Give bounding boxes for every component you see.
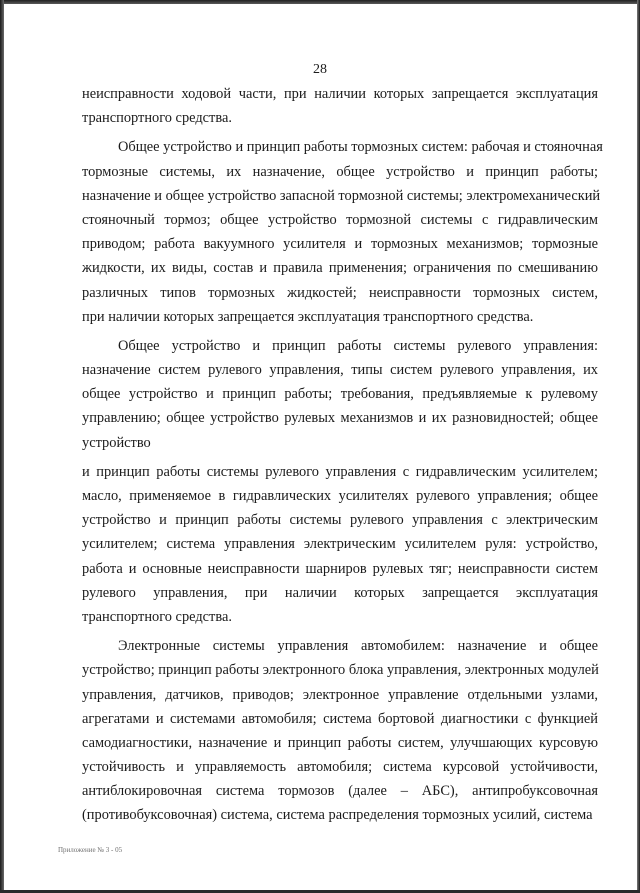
text-line: Электронные системы управления автомобилем: назначение и общее <box>118 638 598 655</box>
text-line: и принцип работы системы рулевого управления с гидравлическим усилителем; <box>82 463 598 480</box>
text-line: устойчивость и управляемость автомобиля; система курсовой устойчивости, <box>82 759 598 776</box>
paragraph <box>82 634 598 828</box>
text-line: устройство; принцип работы электронного блока управления, электронных модулей <box>82 662 599 679</box>
text-line: при наличии которых запрещается эксплуатация транспортного средства. <box>82 308 534 325</box>
paragraph <box>82 334 598 455</box>
text-line: самодиагностики, назначение и принцип работы систем, улучшающих курсовую <box>82 734 598 751</box>
scan-edge-top <box>0 0 640 4</box>
text-line: общее устройство и принцип работы; требования, предъявляемые к рулевому <box>82 386 598 403</box>
text-line: Общее устройство и принцип работы тормозных систем: рабочая и стояночная <box>118 139 603 156</box>
paragraph <box>82 135 603 329</box>
page-number: 28 <box>313 62 327 77</box>
text-line: устройство <box>82 434 151 451</box>
text-line: неисправности ходовой части, при наличии которых запрещается эксплуатация <box>82 86 598 102</box>
text-line: устройство и принцип работы системы рулевого управления с электрическим <box>82 512 598 529</box>
text-line: Общее устройство и принцип работы системы рулевого управления: <box>118 337 598 354</box>
text-line: (противобуксовочная) система, система распределения тормозных усилий, система <box>82 807 593 824</box>
text-line: управлению; общее устройство рулевых механизмов и их разновидностей; общее <box>82 410 598 427</box>
text-line: жидкости, их виды, состав и правила применения; ограничения по смешиванию <box>82 260 598 277</box>
text-line: масло, применяемое в гидравлических усилителях рулевого управления; общее <box>82 488 598 504</box>
text-line: рулевого управления, при наличии которых запрещается эксплуатация <box>82 584 598 601</box>
text-line: агрегатами и системами автомобиля; система бортовой диагностики с функцией <box>82 710 598 727</box>
text-line: назначение систем рулевого управления, типы систем рулевого управления, их <box>82 362 598 379</box>
text-line: различных типов тормозных жидкостей; неисправности тормозных систем, <box>82 284 598 301</box>
text-line: приводом; работа вакуумного усилителя и тормозных механизмов; тормозные <box>82 236 598 253</box>
text-line: управления, датчиков, приводов; электронное управление отдельными узлами, <box>82 686 598 703</box>
text-line: назначение и общее устройство запасной тормозной системы; электромеханический <box>82 187 601 204</box>
paragraph <box>82 82 598 130</box>
document-body <box>82 82 603 828</box>
scan-edge-left <box>0 0 4 893</box>
text-line: транспортного средства. <box>82 608 232 625</box>
text-line: стояночный тормоз; общее устройство тормозной системы с гидравлическим <box>82 211 598 228</box>
text-line: усилителем; система управления электрическим усилителем руля: устройство, <box>82 536 598 553</box>
text-line: работа и основные неисправности шарниров рулевых тяг; неисправности систем <box>82 560 598 577</box>
text-line: транспортного средства. <box>82 110 232 127</box>
paragraph <box>82 460 598 629</box>
text-line: антиблокировочная система тормозов (далее – АБС), антипробуксовочная <box>82 783 598 800</box>
page-footer: Приложение № 3 - 05 <box>58 846 123 854</box>
text-line: тормозные системы, их назначение, общее устройство и принцип работы; <box>82 163 598 180</box>
